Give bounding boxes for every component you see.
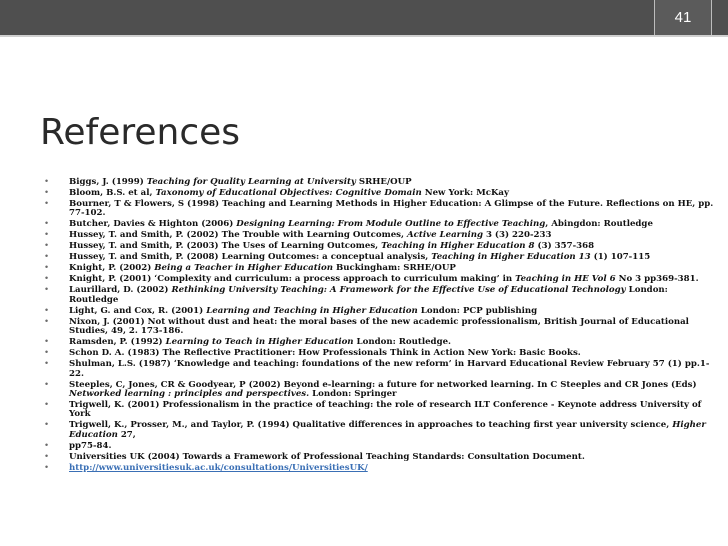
bullet-icon: • [44,252,50,263]
reference-text: Shulman, L.S. (1987) ‘Knowledge and teaching: foundations of the new reform’ in Harvard Educational Review February 57 (1) pp.1-22. [69,359,710,379]
reference-item [44,178,720,187]
reference-text: Bourner, T & Flowers, S (1998) Teaching and Learning Methods in Higher Education: A Glimpse of the Future. Reflections on HE, pp. 77-102. [69,199,714,219]
bullet-icon: • [44,451,50,462]
bullet-icon: • [44,348,50,359]
bullet-icon: • [44,219,50,230]
bullet-icon: • [44,241,50,252]
bullet-icon: • [44,274,50,285]
reference-text: Biggs, J. (1999) [69,177,147,187]
reference-text: 27, [117,429,136,440]
reference-text: Trigwell, K. (2001) Professionalism in the practice of teaching: the role of research ILT Conference - Keynote address University of York [69,400,702,420]
reference-title-italic: Teaching in HE Vol 6 [515,274,616,285]
reference-list [44,178,720,475]
reference-text: , Abingdon: Routledge [545,219,653,230]
reference-text: London: Springer [309,389,397,400]
reference-text: London: Routledge [69,285,668,305]
reference-text: 3 (3) 220-233 [482,230,552,241]
reference-text: SRHE/OUP [355,177,412,187]
reference-title-italic: Learning to Teach in Higher Education [165,337,354,348]
reference-item [44,464,720,473]
reference-item [44,360,720,379]
reference-item [44,264,720,273]
reference-item [44,275,720,284]
reference-item [44,453,720,462]
reference-text: pp75-84. [69,440,112,451]
reference-text: Buckingham: SRHE/OUP [332,263,456,274]
reference-title-italic: Taxonomy of Educational Objectives: Cognitive Domain [155,188,422,198]
slide-number-badge: 41 [654,0,712,35]
bullet-icon: • [44,400,50,411]
reference-item [44,200,720,219]
reference-text: Universities UK (2004) Towards a Framework of Professional Teaching Standards: Consultation Document. [69,451,585,462]
bullet-icon: • [44,316,50,327]
reference-text: No 3 pp369-381. [615,274,699,285]
bullet-icon: • [44,177,50,187]
reference-link[interactable]: http://www.universitiesuk.ac.uk/consultations/UniversitiesUK/ [69,462,368,473]
reference-text: Knight, P. (2002) [69,263,155,274]
reference-item [44,307,720,316]
bullet-icon: • [44,305,50,316]
reference-text: Ramsden, P. (1992) [69,337,166,348]
reference-text: London: PCP publishing [417,305,538,316]
bullet-icon: • [44,359,50,370]
reference-text: Hussey, T. and Smith, P. (2003) The Uses of Learning Outcomes, [69,241,382,252]
header-stripe [0,35,728,37]
bullet-icon: • [44,440,50,451]
reference-item [44,401,720,420]
reference-title-italic: Teaching in Higher Education 8 [381,241,535,252]
reference-item [44,189,720,198]
reference-title-italic: Rethinking University Teaching: A Framework for the Effective Use of Educational Technology [171,285,626,296]
reference-text: Bloom, B.S. et al, [69,188,156,198]
reference-text: New York: McKay [421,188,509,198]
reference-item [44,242,720,251]
reference-item [44,220,720,229]
reference-text: London: Routledge. [353,337,452,348]
reference-text: Laurillard, D. (2002) [69,285,172,296]
bullet-icon: • [44,379,50,390]
reference-text: Butcher, Davies & Highton (2006) [69,219,237,230]
bullet-icon: • [44,462,50,473]
reference-text: Schon D. A. (1983) The Reflective Practitioner: How Professionals Think in Action New York: Basic Books. [69,348,581,359]
bullet-icon: • [44,337,50,348]
reference-item [44,231,720,240]
bullet-icon: • [44,188,50,198]
reference-text: (3) 357-368 [534,241,595,252]
reference-title-italic: Higher Education [69,420,706,440]
slide-title: References [40,112,241,153]
reference-title-italic: Active Learning [407,230,483,241]
reference-title-italic: Teaching in Higher Education 13 [431,252,591,263]
bullet-icon: • [44,420,50,431]
reference-title-italic: Being a Teacher in Higher Education [154,263,333,274]
reference-item [44,286,720,305]
bullet-icon: • [44,199,50,209]
bullet-icon: • [44,285,50,296]
reference-title-italic: Teaching for Quality Learning at University [146,177,356,187]
slide-header-bar [0,0,728,35]
reference-item [44,253,720,262]
reference-text: Hussey, T. and Smith, P. (2002) The Trouble with Learning Outcomes, [69,230,407,241]
reference-item [44,381,720,400]
reference-item [44,421,720,440]
bullet-icon: • [44,263,50,274]
reference-text: Knight, P. (2001) ‘Complexity and curriculum: a process approach to curriculum making’ in [69,274,516,285]
reference-text: Light, G. and Cox, R. (2001) [69,305,207,316]
reference-text: Hussey, T. and Smith, P. (2008) Learning Outcomes: a conceptual analysis, [69,252,432,263]
reference-item [44,442,720,451]
reference-text: Trigwell, K., Prosser, M., and Taylor, P. (1994) Qualitative differences in approaches to teaching first year university science, [69,420,673,431]
reference-text: Nixon, J. (2001) Not without dust and heat: the moral bases of the new academic professionalism, British Journal of Educational Studies, 49, 2. 173-186. [69,316,689,337]
reference-item [44,349,720,358]
reference-text: Steeples, C, Jones, CR & Goodyear, P (2002) Beyond e-learning: a future for networked learning. In C Steeples and CR Jones (Eds) [69,379,697,390]
reference-title-italic: Networked learning : principles and perspectives. [69,389,310,400]
bullet-icon: • [44,230,50,241]
reference-item [44,318,720,337]
reference-title-italic: Learning and Teaching in Higher Education [206,305,418,316]
reference-text: (1) 107-115 [590,252,651,263]
reference-title-italic: Designing Learning: From Module Outline to Effective Teaching [236,219,546,230]
reference-item [44,338,720,347]
